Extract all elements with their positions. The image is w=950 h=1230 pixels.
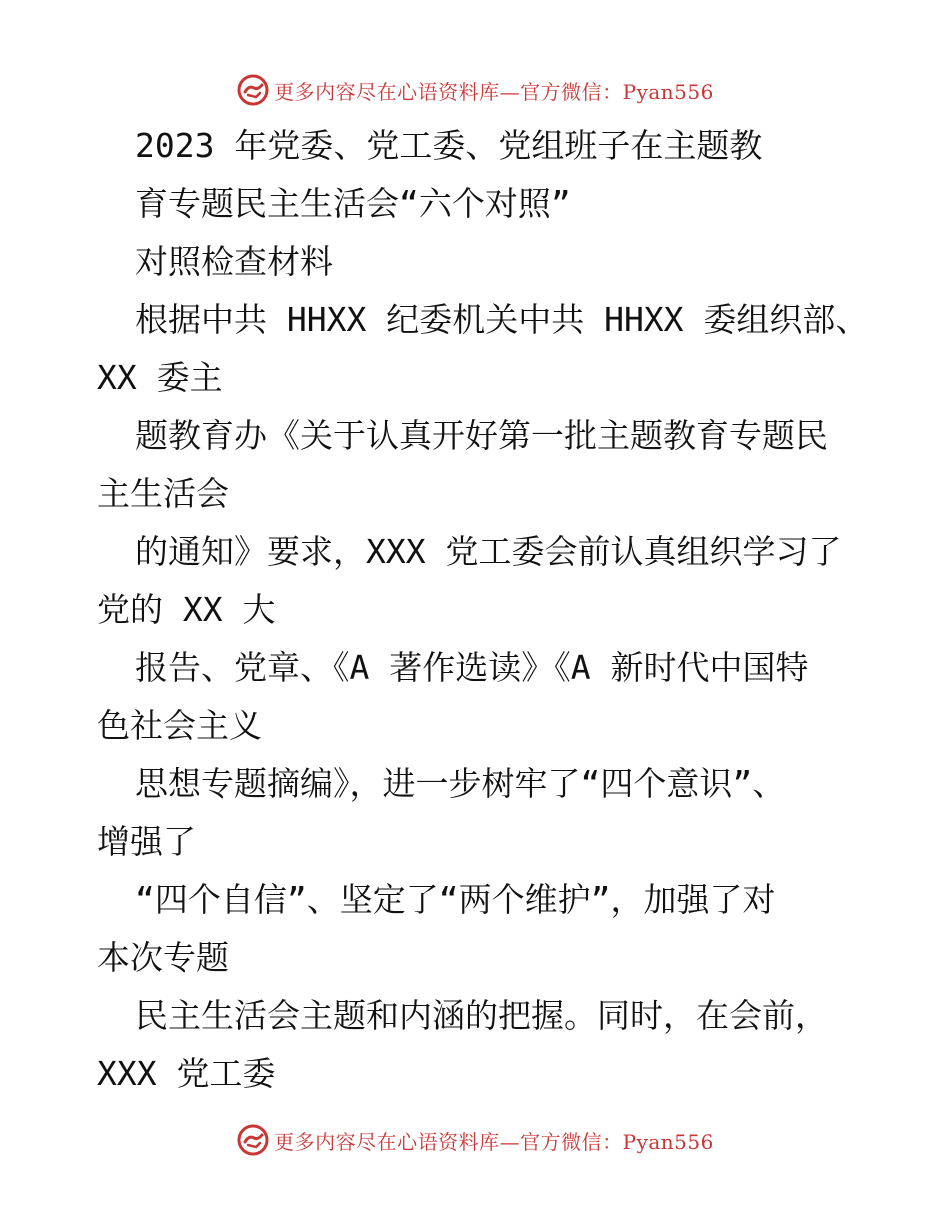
handshake-seal-icon [236, 73, 270, 107]
doc-line-3: 对照检查材料 [135, 242, 333, 281]
watermark-banner-top [0, 70, 950, 110]
doc-line-6: 题教育办《关于认真开好第一批主题教育专题民 [135, 416, 828, 455]
watermark-banner-bottom [0, 1120, 950, 1160]
doc-line-9: 党的 XX 大 [97, 590, 276, 629]
doc-line-14: “四个自信”、坚定了“两个维护”，加强了对 [135, 880, 776, 919]
doc-line-4: 根据中共 HHXX 纪委机关中共 HHXX 委组织部、 [135, 300, 869, 339]
watermark-text: 更多内容尽在心语资料库—官方微信：Pyan556 [274, 79, 714, 104]
doc-line-16: 民主生活会主题和内涵的把握。同时，在会前， [135, 996, 828, 1035]
document-body [0, 118, 950, 1108]
handshake-seal-icon [236, 1123, 270, 1157]
doc-line-15: 本次专题 [97, 938, 229, 977]
doc-line-1: 2023 年党委、党工委、党组班子在主题教 [135, 126, 763, 165]
doc-line-17: XXX 党工委 [97, 1054, 276, 1093]
doc-line-11: 色社会主义 [97, 706, 262, 745]
doc-line-8: 的通知》要求，XXX 党工委会前认真组织学习了 [135, 532, 842, 571]
doc-line-2: 育专题民主生活会“六个对照” [135, 184, 571, 223]
doc-line-10: 报告、党章、《A 著作选读》《A 新时代中国特 [135, 648, 809, 687]
doc-line-12: 思想专题摘编》，进一步树牢了“四个意识”、 [135, 764, 786, 803]
doc-line-13: 增强了 [97, 822, 196, 861]
doc-line-5: XX 委主 [97, 358, 223, 397]
doc-line-7: 主生活会 [97, 474, 229, 513]
watermark-text: 更多内容尽在心语资料库—官方微信：Pyan556 [274, 1129, 714, 1154]
